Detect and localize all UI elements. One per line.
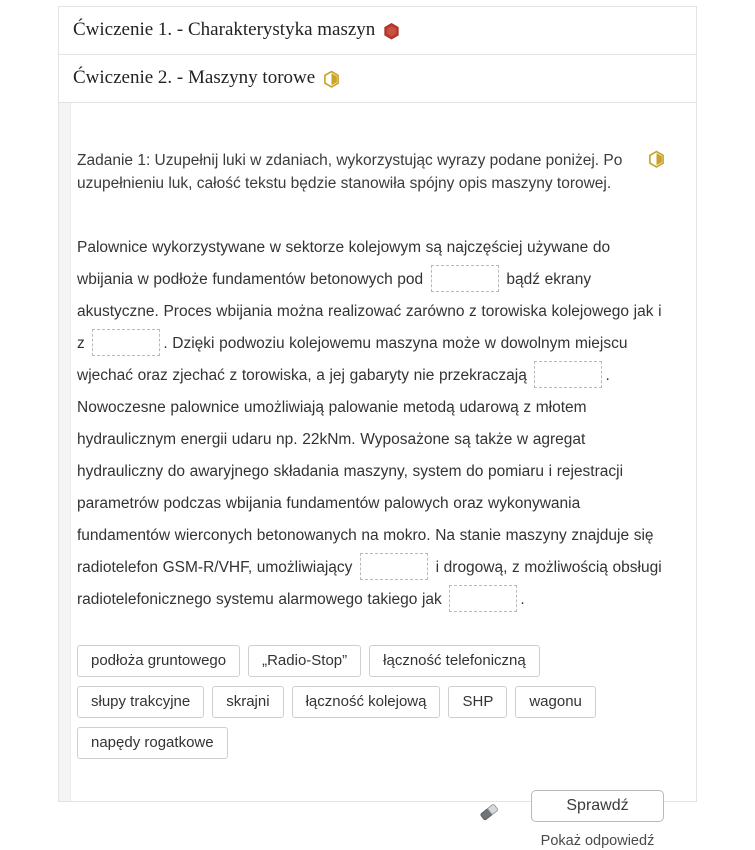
- word-bank: [77, 645, 668, 759]
- word-bank-item[interactable]: napędy rogatkowe: [77, 727, 228, 759]
- accordion-header-exercise-2[interactable]: [58, 54, 697, 102]
- word-bank-item[interactable]: „Radio-Stop”: [248, 645, 361, 677]
- word-bank-item[interactable]: skrajni: [212, 686, 283, 718]
- body-left-gutter: [59, 103, 71, 801]
- show-answer-link[interactable]: Pokaż odpowiedź: [540, 833, 655, 849]
- word-bank-item[interactable]: słupy trakcyjne: [77, 686, 204, 718]
- blank-input-4[interactable]: [360, 553, 428, 580]
- word-bank-item[interactable]: SHP: [448, 686, 507, 718]
- gap-fill-text: Palownice wykorzystywane w sektorze kolejowym są najczęściej używane do wbijania w podłoże fundamentów betonowych pod bądź ekrany akustyczne. Proces wbijania można realizować zarówno z torowiska kolejowego jak i z . Dzięki podwoziu kolejowemu maszyna może w dowolnym miejscu wjechać oraz zjechać z torowiska, a jej gabaryty nie przekraczają . Nowoczesne palownice umożliwiają palowanie metodą udarową z młotem hydraulicznym energii udaru np. 22kNm. Wyposażone są także w agregat hydrauliczny do awaryjnego składania maszyny, system do pomiaru i rejestracji parametrów podczas wbijania fundamentów palowych oraz wykonywania fundamentów wierconych betonowanych na mokro. Na stanie maszyny znajduje się radiotelefon GSM-R/VHF, umożliwiający i drogową, z możliwością obsługi radiotelefonicznego systemu alarmowego takiego jak .: [77, 232, 668, 616]
- blank-input-5[interactable]: [449, 585, 517, 612]
- hexagon-yellow-half-icon: [324, 71, 339, 88]
- exercise-accordion: [58, 6, 697, 849]
- check-controls: [531, 790, 664, 850]
- exercise-2-body: [58, 102, 697, 849]
- word-bank-item[interactable]: wagonu: [515, 686, 596, 718]
- hexagon-yellow-half-icon: [649, 151, 664, 168]
- eraser-icon[interactable]: [474, 797, 504, 827]
- check-button[interactable]: Sprawdź: [531, 790, 664, 822]
- blank-input-2[interactable]: [92, 329, 160, 356]
- accordion-title-exercise-2: Ćwiczenie 2. - Maszyny torowe: [73, 67, 316, 88]
- blank-input-3[interactable]: [534, 361, 602, 388]
- accordion-title-exercise-1: Ćwiczenie 1. - Charakterystyka maszyn: [73, 19, 376, 40]
- word-bank-item[interactable]: łączność kolejową: [292, 686, 441, 718]
- task-instruction-text: Zadanie 1: Uzupełnij luki w zdaniach, wykorzystując wyrazy podane poniżej. Po uzupełnieniu luk, całość tekstu będzie stanowiła spójny opis maszyny torowej.: [77, 152, 623, 192]
- exercise-content: [77, 103, 678, 849]
- word-bank-item[interactable]: łączność telefoniczną: [369, 645, 540, 677]
- hexagon-red-icon: [384, 23, 399, 40]
- task-instruction: [77, 149, 668, 195]
- exercise-controls: [77, 790, 668, 850]
- accordion-header-exercise-1[interactable]: [58, 6, 697, 54]
- blank-input-1[interactable]: [431, 265, 499, 292]
- word-bank-item[interactable]: podłoża gruntowego: [77, 645, 240, 677]
